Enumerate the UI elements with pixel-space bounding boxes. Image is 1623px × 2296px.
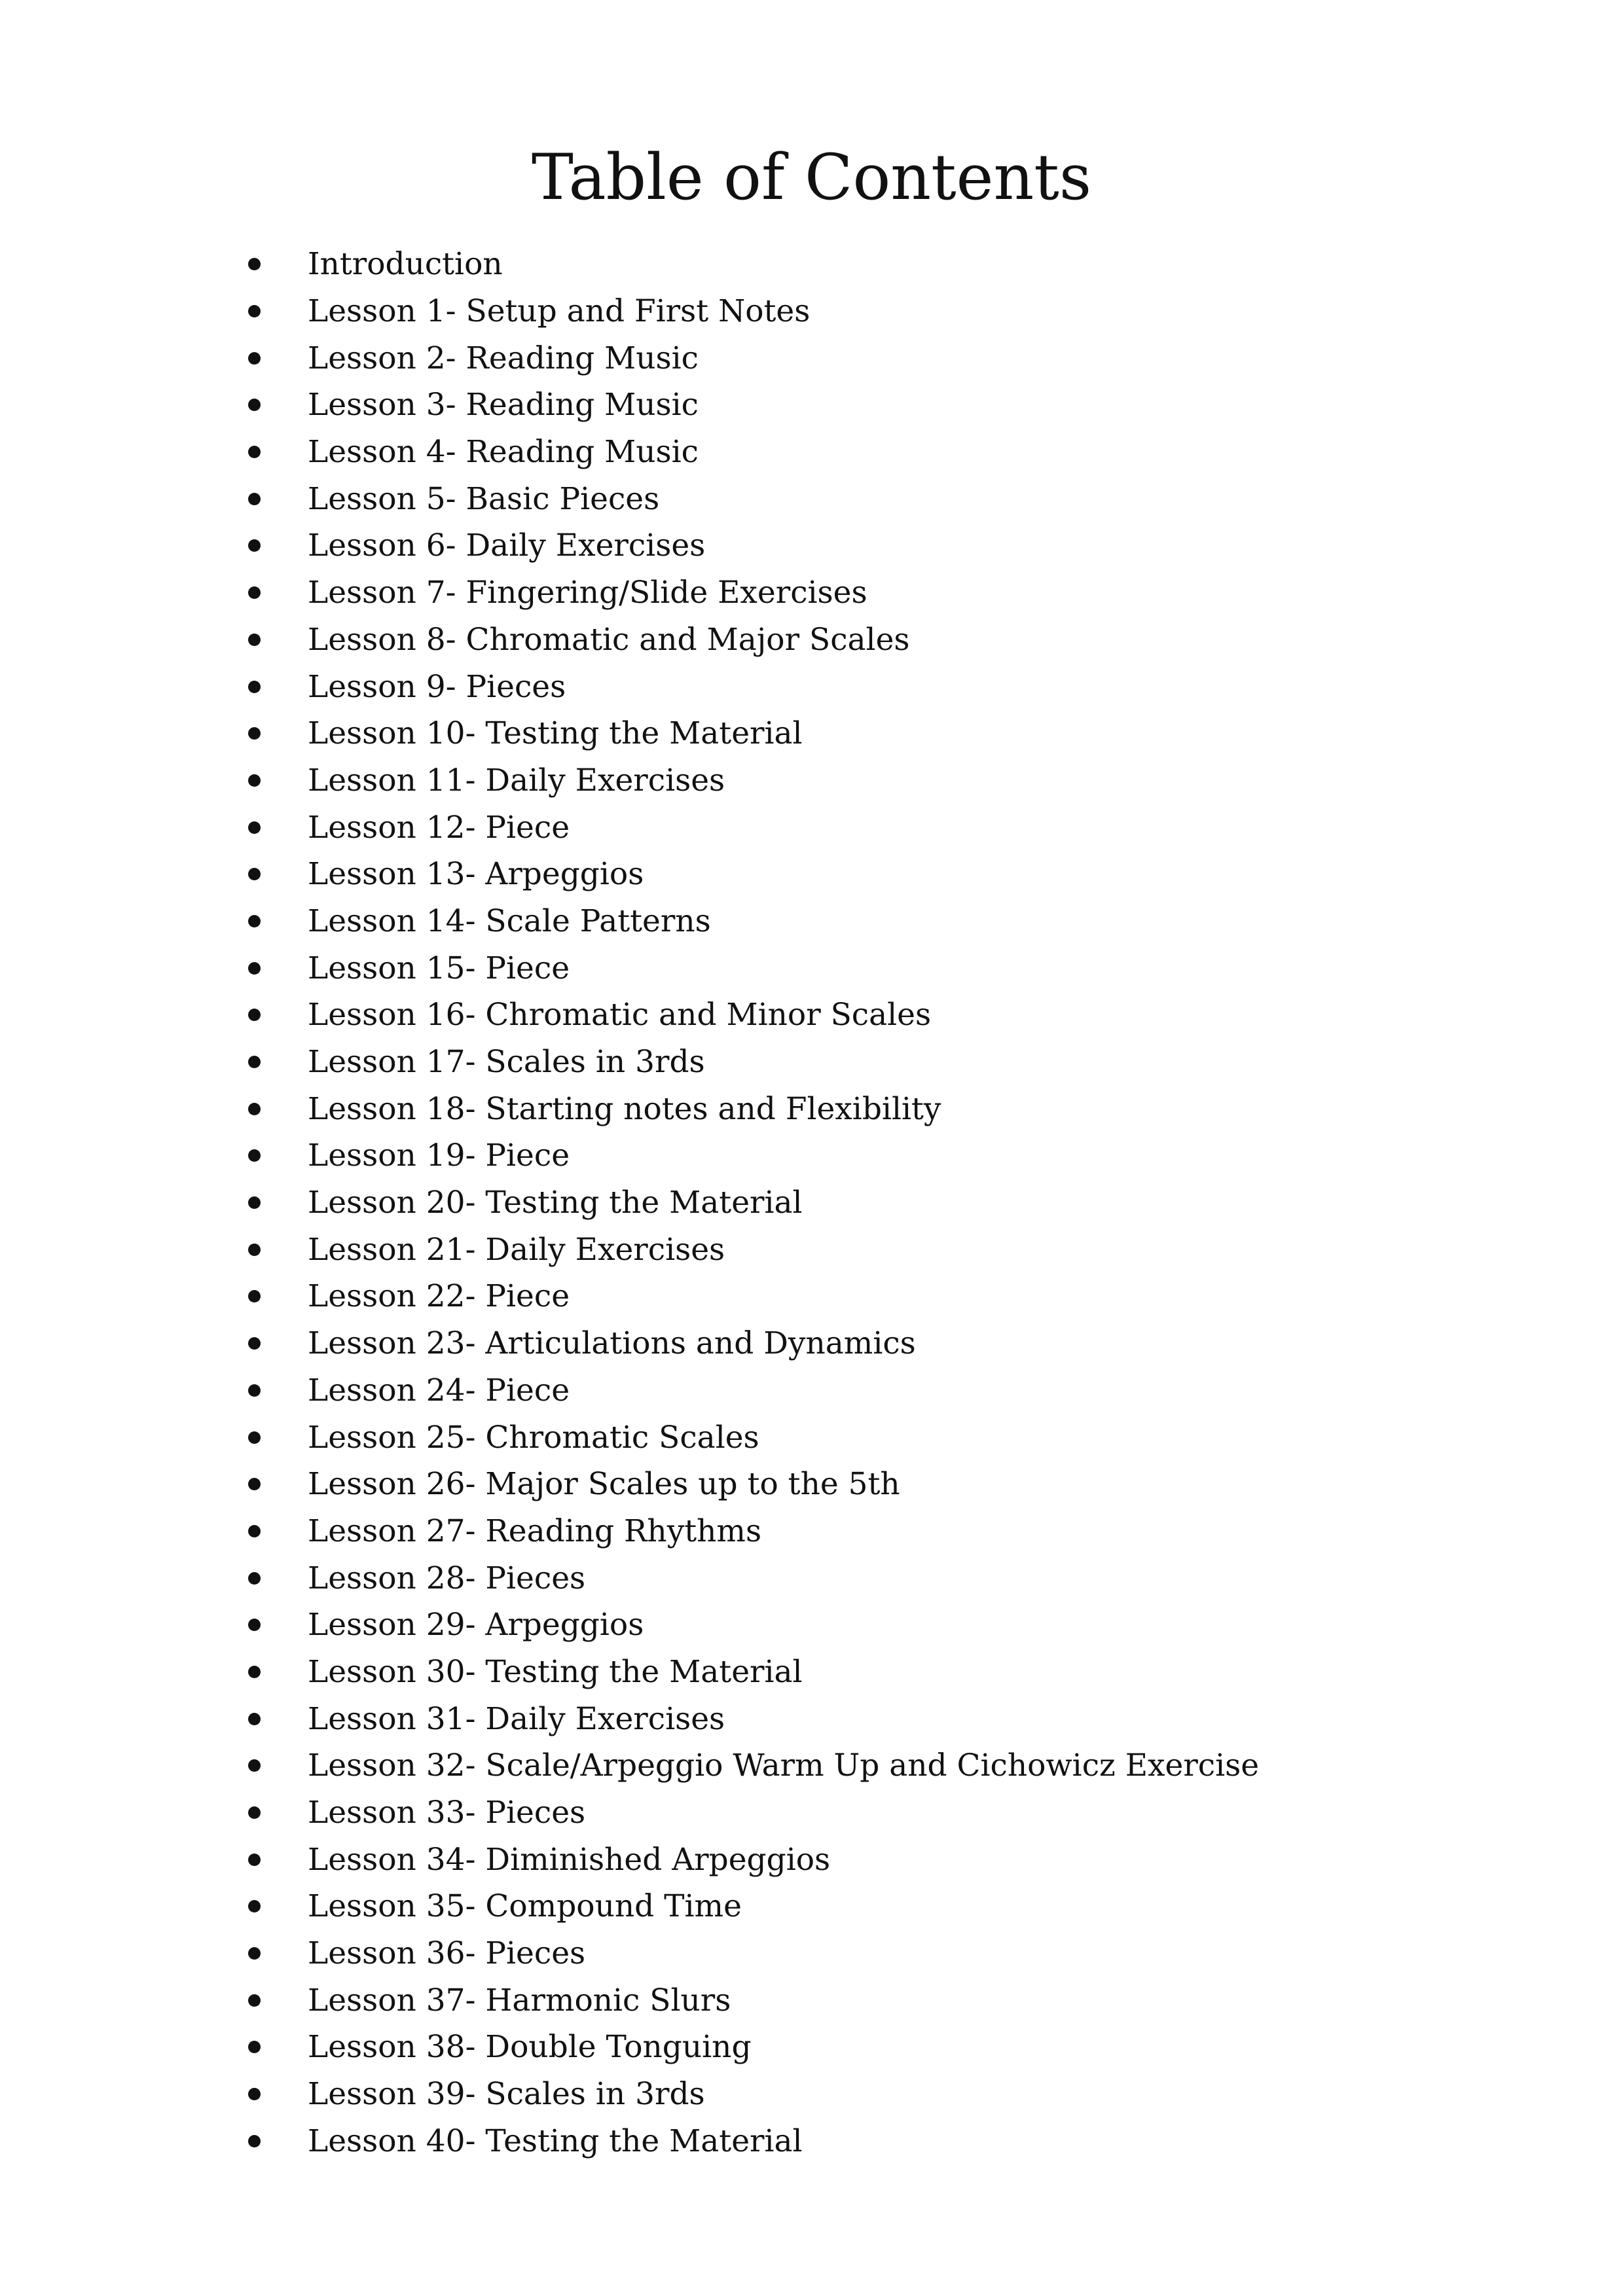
toc-entry [236, 1649, 1259, 1696]
bullet-icon [248, 868, 261, 880]
toc-entry-label: Lesson 39- Scales in 3rds [308, 2076, 705, 2113]
toc-entry-label: Lesson 26- Major Scales up to the 5th [308, 1466, 900, 1503]
toc-entry [236, 992, 1259, 1039]
bullet-icon [248, 1994, 261, 2007]
toc-entry [236, 569, 1259, 617]
toc-entry-label: Lesson 14- Scale Patterns [308, 903, 711, 939]
bullet-icon [248, 1244, 261, 1256]
bullet-icon [248, 1196, 261, 1209]
toc-entry [236, 241, 1259, 288]
toc-entry [236, 663, 1259, 710]
bullet-icon [248, 1713, 261, 1725]
bullet-icon [248, 681, 261, 693]
toc-entry [236, 1977, 1259, 2024]
bullet-icon [248, 1056, 261, 1068]
toc-entry [236, 1554, 1259, 1602]
toc-entry [236, 2024, 1259, 2071]
toc-entry-label: Lesson 8- Chromatic and Major Scales [308, 621, 910, 658]
bullet-icon [248, 634, 261, 646]
toc-entry-label: Lesson 33- Pieces [308, 1795, 586, 1831]
bullet-icon [248, 493, 261, 505]
toc-entry-label: Lesson 10- Testing the Material [308, 715, 803, 752]
toc-list [236, 241, 1259, 2164]
toc-entry [236, 1695, 1259, 1742]
toc-entry-label: Lesson 32- Scale/Arpeggio Warm Up and Cichowicz Exercise [308, 1748, 1260, 1784]
page-title: Table of Contents [531, 141, 1092, 214]
toc-entry-label: Lesson 16- Chromatic and Minor Scales [308, 997, 932, 1033]
toc-entry [236, 898, 1259, 945]
bullet-icon [248, 774, 261, 787]
toc-entry-label: Lesson 13- Arpeggios [308, 856, 644, 893]
toc-entry [236, 851, 1259, 898]
toc-entry [236, 1930, 1259, 1977]
toc-entry-label: Lesson 3- Reading Music [308, 387, 699, 423]
toc-entry [236, 710, 1259, 757]
toc-entry-label: Lesson 17- Scales in 3rds [308, 1044, 705, 1081]
toc-entry [236, 1039, 1259, 1086]
toc-entry-label: Lesson 38- Double Tonguing [308, 2029, 752, 2066]
toc-entry-label: Lesson 40- Testing the Material [308, 2123, 803, 2159]
toc-entry-label: Lesson 11- Daily Exercises [308, 762, 725, 798]
bullet-icon [248, 1478, 261, 1490]
bullet-icon [248, 1759, 261, 1772]
bullet-icon [248, 2088, 261, 2100]
toc-entry [236, 522, 1259, 569]
bullet-icon [248, 1854, 261, 1866]
bullet-icon [248, 305, 261, 317]
bullet-icon [248, 1149, 261, 1162]
toc-entry [236, 475, 1259, 522]
toc-entry [236, 1836, 1259, 1883]
bullet-icon [248, 1900, 261, 1912]
bullet-icon [248, 352, 261, 365]
bullet-icon [248, 2135, 261, 2147]
toc-entry [236, 288, 1259, 335]
toc-entry-label: Lesson 36- Pieces [308, 1935, 586, 1972]
toc-entry [236, 1742, 1259, 1789]
toc-entry [236, 1179, 1259, 1227]
bullet-icon [248, 1619, 261, 1631]
bullet-icon [248, 1947, 261, 1960]
bullet-icon [248, 399, 261, 411]
toc-entry [236, 2118, 1259, 2165]
bullet-icon [248, 1806, 261, 1819]
toc-entry [236, 382, 1259, 429]
toc-entry-label: Lesson 5- Basic Pieces [308, 480, 660, 517]
toc-entry-label: Lesson 18- Starting notes and Flexibility [308, 1090, 941, 1127]
bullet-icon [248, 1337, 261, 1350]
toc-entry [236, 1320, 1259, 1367]
toc-entry-label: Lesson 15- Piece [308, 950, 570, 986]
bullet-icon [248, 2041, 261, 2053]
bullet-icon [248, 962, 261, 975]
toc-entry [236, 2071, 1259, 2118]
bullet-icon [248, 1666, 261, 1678]
toc-entry-label: Lesson 4- Reading Music [308, 434, 699, 471]
toc-entry-label: Lesson 1- Setup and First Notes [308, 293, 811, 330]
toc-entry [236, 1461, 1259, 1508]
toc-entry [236, 1602, 1259, 1649]
bullet-icon [248, 915, 261, 927]
bullet-icon [248, 1384, 261, 1397]
toc-entry-label: Lesson 30- Testing the Material [308, 1653, 803, 1690]
toc-entry [236, 1226, 1259, 1273]
toc-entry-label: Lesson 28- Pieces [308, 1560, 586, 1596]
toc-entry [236, 1508, 1259, 1555]
toc-entry [236, 757, 1259, 804]
toc-entry-label: Lesson 25- Chromatic Scales [308, 1419, 759, 1456]
toc-entry-label: Lesson 34- Diminished Arpeggios [308, 1841, 831, 1878]
toc-entry-label: Lesson 37- Harmonic Slurs [308, 1982, 731, 2018]
bullet-icon [248, 1525, 261, 1537]
toc-entry [236, 1367, 1259, 1414]
toc-entry [236, 1085, 1259, 1132]
toc-entry [236, 804, 1259, 851]
toc-entry [236, 1132, 1259, 1179]
toc-entry [236, 1883, 1259, 1930]
toc-entry [236, 1414, 1259, 1461]
toc-entry [236, 944, 1259, 992]
toc-entry [236, 334, 1259, 382]
toc-entry [236, 1789, 1259, 1837]
toc-entry-label: Lesson 21- Daily Exercises [308, 1231, 725, 1268]
bullet-icon [248, 727, 261, 740]
bullet-icon [248, 821, 261, 834]
bullet-icon [248, 586, 261, 599]
toc-entry-label: Lesson 35- Compound Time [308, 1888, 742, 1925]
toc-entry-label: Introduction [308, 246, 503, 283]
bullet-icon [248, 258, 261, 270]
toc-entry-label: Lesson 9- Pieces [308, 668, 566, 705]
toc-entry-label: Lesson 20- Testing the Material [308, 1185, 803, 1221]
bullet-icon [248, 1572, 261, 1585]
bullet-icon [248, 1009, 261, 1021]
toc-entry-label: Lesson 31- Daily Exercises [308, 1700, 725, 1737]
toc-entry-label: Lesson 6- Daily Exercises [308, 528, 706, 564]
bullet-icon [248, 1290, 261, 1302]
toc-entry-label: Lesson 2- Reading Music [308, 340, 699, 376]
toc-entry [236, 429, 1259, 476]
toc-entry [236, 617, 1259, 664]
toc-entry-label: Lesson 7- Fingering/Slide Exercises [308, 575, 867, 611]
toc-entry-label: Lesson 27- Reading Rhythms [308, 1513, 762, 1549]
toc-entry-label: Lesson 22- Piece [308, 1278, 570, 1315]
toc-entry-label: Lesson 29- Arpeggios [308, 1607, 644, 1643]
toc-entry-label: Lesson 19- Piece [308, 1138, 570, 1174]
bullet-icon [248, 1431, 261, 1444]
toc-entry-label: Lesson 23- Articulations and Dynamics [308, 1325, 916, 1362]
toc-entry [236, 1273, 1259, 1320]
toc-entry-label: Lesson 12- Piece [308, 809, 570, 846]
bullet-icon [248, 1103, 261, 1115]
bullet-icon [248, 539, 261, 552]
toc-entry-label: Lesson 24- Piece [308, 1372, 570, 1408]
bullet-icon [248, 446, 261, 458]
